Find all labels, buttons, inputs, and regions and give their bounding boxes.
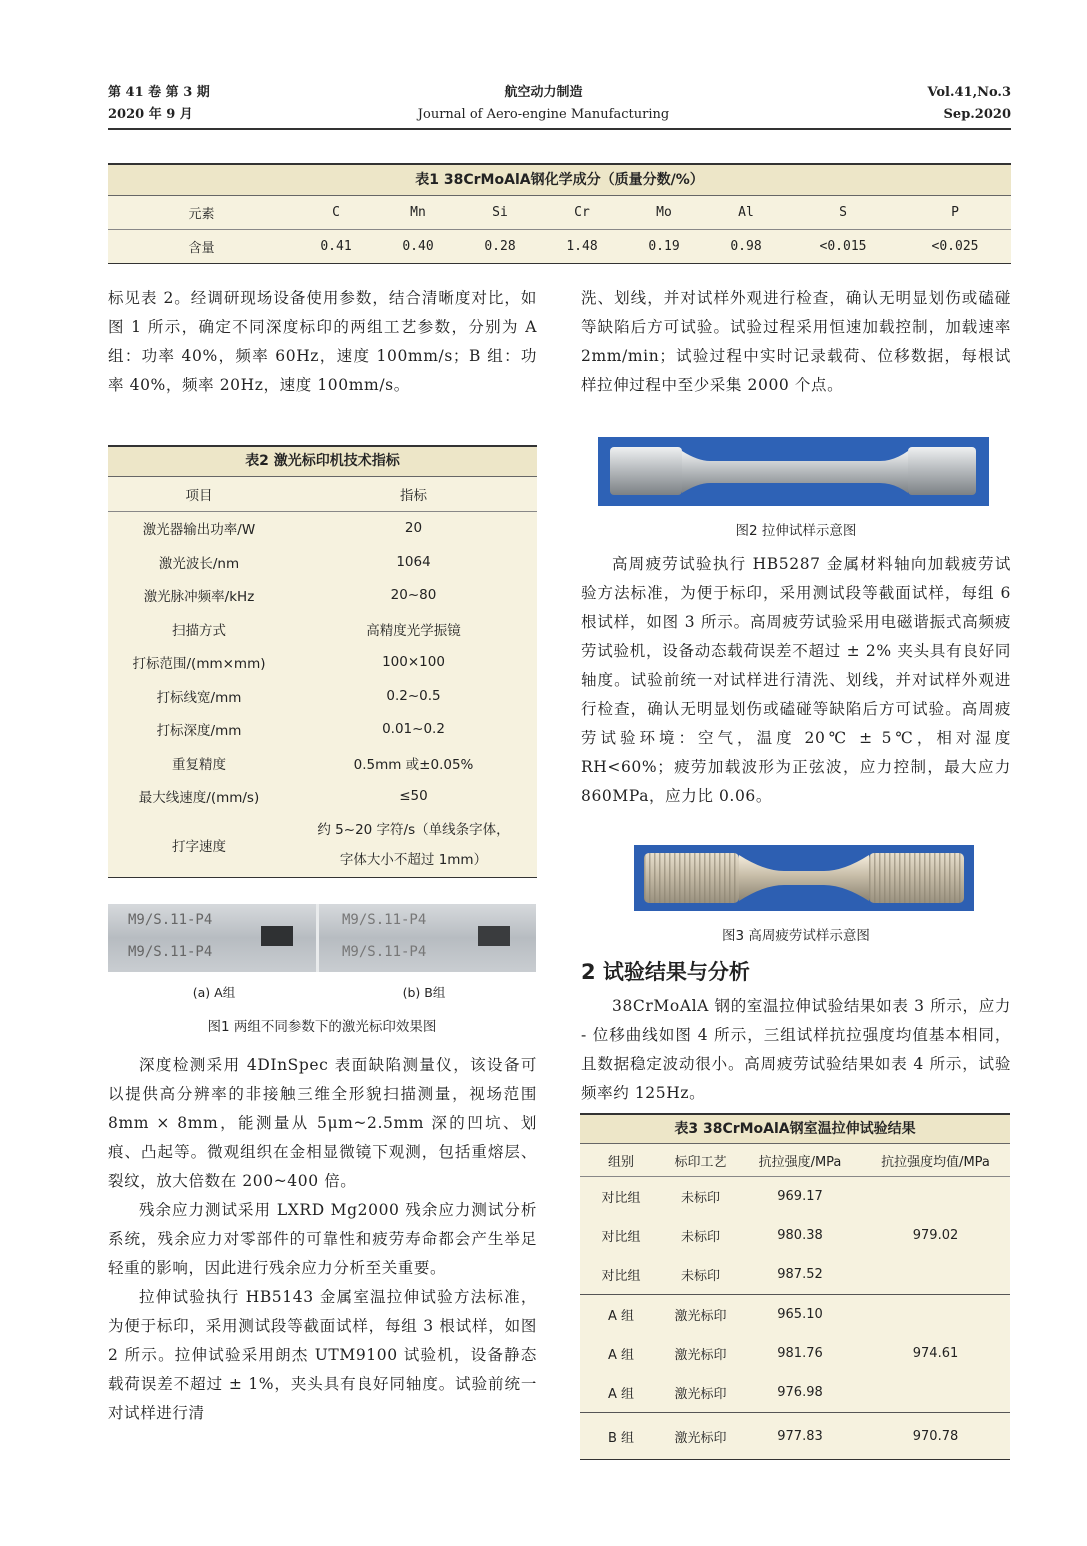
table3-group: A 组 [607,1387,635,1402]
table2-item: 激光器输出功率/W [142,522,256,539]
table2-value: 0.2~0.5 [386,687,441,704]
figure1-divider [316,904,319,972]
table3-group: 对比组 [601,1230,641,1245]
table2-grid [108,476,537,878]
table1-header-cell: P [951,205,959,220]
tensile-specimen-icon [598,437,989,506]
table2-value: ≤50 [399,788,428,805]
table3-mean: 974.61 [912,1346,959,1361]
body-text: 拉伸试验执行 HB5143 金属室温拉伸试验方法标准，为便于标印，采用测试段等截面试样，每组 3 根试样，如图 2 所示。拉伸试验采用朗杰 UTM9100 试验机，设备静态载荷误差不超过 ± 1%，夹头具有良好同轴度。试验前统一对试样进行清 [108,1288,537,1422]
table2-value: 20 [404,520,423,537]
table3-header-cell: 标印工艺 [674,1154,727,1170]
header-right [927,82,1011,126]
journal-title-en: Journal of Aero-engine Manufacturing [417,107,670,122]
table1-header-row [108,196,1011,230]
table1-value-cell: 0.40 [402,239,434,254]
table3-header-cell: 组别 [607,1154,634,1170]
table3 [580,1113,1010,1460]
table-row [580,1295,1010,1335]
table3-process: 激光标印 [674,1309,727,1324]
table2-item: 激光波长/nm [158,555,240,572]
issue-date: Sep.2020 [943,107,1011,122]
table3-top-rule [580,1113,1010,1115]
figure3-caption: 图3 高周疲劳试样示意图 [722,928,870,944]
header-rule [108,128,1011,130]
table2-value: 0.01~0.2 [382,721,445,738]
figure1-label-a: (a) A组 [192,985,236,1000]
body-text: 标见表 2。经调研现场设备使用参数，结合清晰度对比，如图 1 所示，确定不同深度标印的两组工艺参数，分别为 A 组：功率 40%，频率 60Hz，速度 100mm/s；B 组：功率 40%，频率 20Hz，速度 100mm/s。 [108,289,537,394]
table1-value-row [108,230,1011,264]
mark-text-a2: M9/S.11-P4 [128,944,213,960]
table1-header-cell: Al [738,205,754,220]
table3-process: 未标印 [680,1269,720,1284]
table3-mean: 979.02 [912,1228,959,1243]
table1-header-cell: Cr [574,205,590,220]
table3-strength: 965.10 [777,1307,823,1322]
table3-process: 激光标印 [674,1348,727,1363]
table1-value-cell: 0.41 [320,239,352,254]
table-row [108,579,537,613]
table-row [108,813,537,878]
header-left [108,82,210,126]
table2-item: 激光脉冲频率/kHz [143,589,255,606]
table3-process: 激光标印 [674,1430,727,1446]
left-paragraph-1 [108,284,537,400]
table3-header-cell: 抗拉强度/MPa [758,1154,842,1170]
table3-process: 未标印 [680,1230,720,1245]
table3-header-row [580,1144,1010,1177]
mark-text-b2: M9/S.11-P4 [342,944,427,960]
table2-value: 0.5mm 或±0.05% [353,756,474,773]
table-row [580,1177,1010,1217]
body-text: 深度检测采用 4DInSpec 表面缺陷测量仪，该设备可以提供高分辨率的非接触三维全形貌扫描测量，视场范围 8mm × 8mm，能测量从 5μm~2.5mm 深的凹坑、划痕、凸起等。微观组织在金相显微镜下观测，包括重熔层、裂纹，放大倍数在 200~400 倍。 [108,1056,537,1190]
body-text: 残余应力测试采用 LXRD Mg2000 残余应力测试分析系统，残余应力对零部件的可靠性和疲劳寿命都会产生举足轻重的影响，因此进行残余应力分析至关重要。 [108,1201,537,1277]
body-text: 38CrMoAlA 钢的室温拉伸试验结果如表 3 所示，应力 - 位移曲线如图 4 所示，三组试样抗拉强度均值基本相同，且数据稳定波动很小。高周疲劳试验结果如表 4 所示，试验频率约 125Hz。 [581,997,1011,1102]
table2-value [290,813,537,878]
volume-number: Vol.41,No.3 [927,85,1011,100]
figure2-image [598,437,989,506]
figure1-label-b: (b) B组 [402,985,446,1000]
table1-value-cell: 0.98 [730,239,762,254]
figure1-caption: 图1 两组不同参数下的激光标印效果图 [207,1019,437,1035]
table3-strength: 987.52 [777,1267,823,1282]
volume-issue: 第 41 卷 第 3 期 [108,85,210,100]
table3-strength: 977.83 [777,1428,823,1444]
table3-group: 对比组 [601,1269,641,1284]
table2-title: 表2 激光标印机技术指标 [108,445,537,476]
table2-item: 打字速度 [172,839,226,855]
mark-text-a1: M9/S.11-P4 [128,912,213,928]
table2 [108,445,537,878]
fatigue-specimen-icon [634,845,974,911]
table2-item: 打标范围/(mm×mm) [132,656,266,673]
table-row [108,679,537,713]
table2-value: 1064 [396,553,431,570]
table1-value-cell: <0.025 [931,239,979,254]
table2-value: 100×100 [382,654,445,671]
table2-item: 最大线速度/(mm/s) [138,790,260,807]
table3-group: A 组 [607,1348,635,1363]
publication-date: 2020 年 9 月 [108,107,193,122]
table-row [108,780,537,814]
table-row [108,545,537,579]
table1-grid [108,195,1011,264]
table3-strength: 976.98 [777,1385,823,1400]
table1-header-cell: C [332,205,340,220]
right-paragraph-2 [581,550,1011,811]
table3-grid [580,1143,1010,1460]
table-row [108,646,537,680]
table2-item: 打标深度/mm [156,723,242,740]
table1-value-cell: 含量 [188,241,215,256]
table2-item: 重复精度 [172,756,226,773]
figure2-caption: 图2 拉伸试样示意图 [735,523,857,539]
table3-strength: 969.17 [777,1189,823,1204]
right-paragraph-3 [581,992,1011,1108]
table3-strength: 981.76 [777,1346,823,1361]
table3-group: 对比组 [601,1191,641,1206]
table3-header-cell: 抗拉强度均值/MPa [881,1154,990,1170]
table1-value-cell: 1.48 [566,239,598,254]
table2-item: 扫描方式 [172,622,226,639]
table3-strength: 980.38 [777,1228,823,1243]
figure1-image [108,904,536,972]
right-paragraph-1 [581,284,1011,400]
body-text: 洗、划线，并对试样外观进行检查，确认无明显划伤或磕碰等缺陷后方可试验。试验过程采用恒速加载控制，加载速率 2mm/min；试验过程中实时记录载荷、位移数据，每根试样拉伸过程中至少采集 2000 个点。 [581,289,1011,394]
table1-value-cell: <0.015 [819,239,867,254]
table-row [108,511,537,545]
table3-process: 激光标印 [674,1387,727,1402]
table2-value-line: 字体大小不超过 1mm） [339,852,488,868]
figure3-image [634,845,974,911]
table2-top-rule [108,445,537,447]
table3-group: B 组 [607,1430,635,1446]
table3-title: 表3 38CrMoAlA钢室温拉伸试验结果 [580,1113,1010,1143]
table1-title: 表1 38CrMoAlA钢化学成分（质量分数/%） [108,163,1011,195]
table2-value: 高精度光学振镜 [366,622,461,639]
table2-value: 20~80 [390,587,437,604]
table-row [108,612,537,646]
table1-value-cell: 0.19 [648,239,680,254]
table-row [580,1413,1010,1460]
table3-mean: 970.78 [912,1428,959,1444]
mark-block-b [478,926,510,946]
table-row [108,713,537,747]
table2-header-value: 指标 [400,487,427,504]
mark-text-b1: M9/S.11-P4 [342,912,427,928]
table1-header-cell: Mo [656,205,672,220]
table1-header-cell: 元素 [188,207,215,222]
table1-top-rule [108,163,1011,165]
table2-value-line: 约 5~20 字符/s（单线条字体， [317,822,510,838]
journal-title-cn: 航空动力制造 [504,85,583,100]
body-text: 高周疲劳试验执行 HB5287 金属材料轴向加载疲劳试验方法标准，为便于标印，采用测试段等截面试样，每组 6 根试样，如图 3 所示。高周疲劳试验采用电磁谐振式高频疲劳试验机，设备动态载荷误差不超过 ± 2% 夹头具有良好同轴度。试验前统一对试样进行清洗、划线，并对试样外观进行检查，确认无明显划伤或磕碰等缺陷后方可试验。高周疲劳试验环境：空气，温度 20℃ ± 5℃，相对湿度 RH<60%；疲劳加载波形为正弦波，应力控制，最大应力 860MPa，应力比 0.06。 [581,555,1011,805]
table3-group: A 组 [607,1309,635,1324]
table2-header-item: 项目 [185,487,213,504]
table3-process: 未标印 [680,1191,720,1206]
table-row [108,746,537,780]
table1-header-cell: Si [492,205,508,220]
mark-block-a [261,926,293,946]
table1-header-cell: S [839,205,847,220]
table1-header-cell: Mn [410,205,426,220]
table1 [108,163,1011,264]
left-paragraphs [108,1051,537,1428]
table2-header-row [108,477,537,512]
section-title: 2 试验结果与分析 [581,960,750,984]
table1-value-cell: 0.28 [484,239,516,254]
header-center [300,82,787,126]
table2-item: 打标线宽/mm [156,689,242,706]
